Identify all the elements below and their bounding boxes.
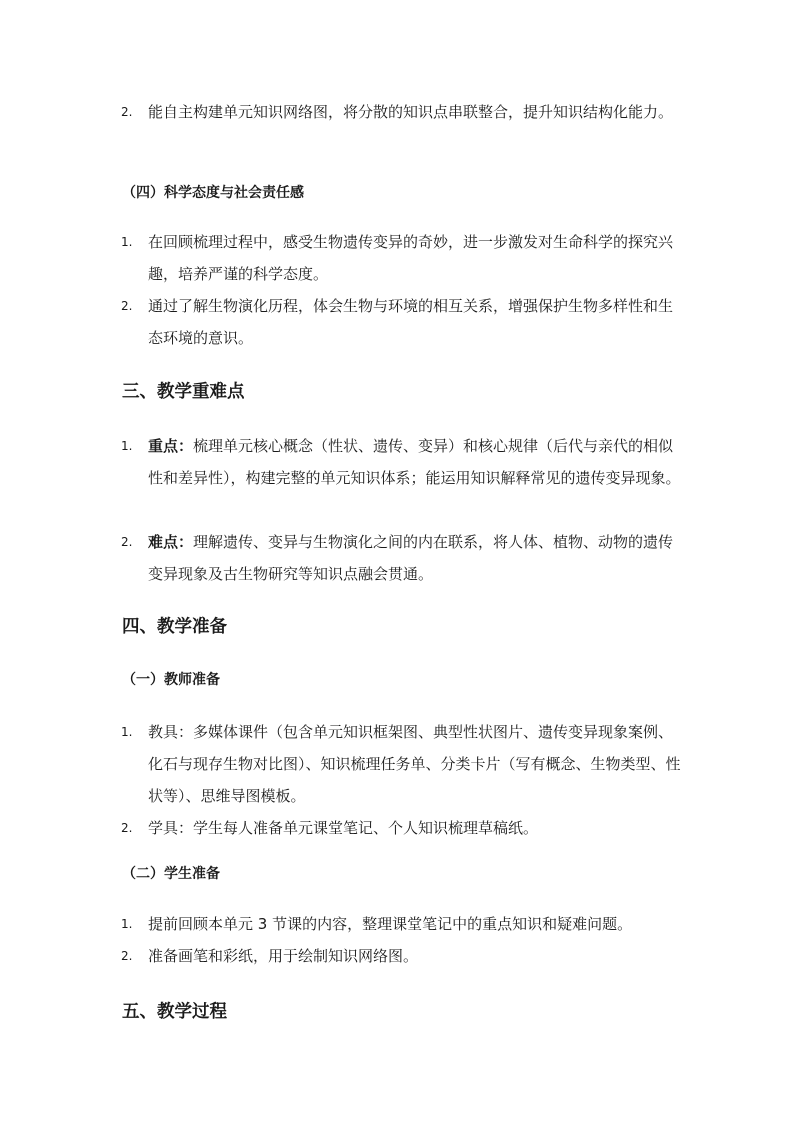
list-text: 提前回顾本单元 3 节课的内容，整理课堂笔记中的重点知识和疑难问题。 — [148, 915, 633, 933]
section-subheading: （四）科学态度与社会责任感 — [122, 185, 304, 201]
list-number: 1. — [121, 235, 133, 249]
section-subheading: （一）教师准备 — [122, 672, 220, 688]
list-item — [121, 908, 681, 940]
list-text: 通过了解生物演化历程，体会生物与环境的相互关系，增强保护生物多样性和生态环境的意识。 — [148, 297, 674, 347]
list-text: 教具：多媒体课件（包含单元知识框架图、典型性状图片、遗传变异现象案例、化石与现存生物对比图）、知识梳理任务单、分类卡片（写有概念、生物类型、性状等）、思维导图模板。 — [148, 723, 681, 805]
list-text: 学具：学生每人准备单元课堂笔记、个人知识梳理草稿纸。 — [148, 819, 539, 837]
section-heading: 五、教学过程 — [122, 1002, 227, 1022]
list-item — [121, 940, 681, 972]
list-item — [121, 430, 681, 494]
difficulty-text: 理解遗传、变异与生物演化之间的内在联系，将人体、植物、动物的遗传变异现象及古生物研究等知识点融会贯通。 — [148, 533, 674, 583]
section-heading: 四、教学准备 — [122, 617, 227, 637]
key-point-label: 重点： — [148, 437, 194, 455]
list-number: 2. — [121, 821, 133, 835]
key-point-text: 梳理单元核心概念（性状、遗传、变异）和核心规律（后代与亲代的相似性和差异性），构建完整的单元知识体系；能运用知识解释常见的遗传变异现象。 — [148, 437, 681, 487]
list-text: 准备画笔和彩纸，用于绘制知识网络图。 — [148, 947, 419, 965]
list-number: 1. — [121, 439, 133, 453]
difficulty-label: 难点： — [148, 533, 194, 551]
list-number: 2. — [121, 535, 133, 549]
section-heading: 三、教学重难点 — [122, 382, 245, 402]
list-item — [121, 526, 681, 590]
list-item — [121, 96, 681, 128]
list-item — [121, 290, 681, 354]
list-text — [148, 526, 681, 590]
list-text: 能自主构建单元知识网络图，将分散的知识点串联整合，提升知识结构化能力。 — [148, 103, 674, 121]
list-number: 1. — [121, 725, 133, 739]
list-number: 2. — [121, 949, 133, 963]
section-subheading: （二）学生准备 — [122, 866, 220, 882]
list-text: 在回顾梳理过程中，感受生物遗传变异的奇妙，进一步激发对生命科学的探究兴趣，培养严谨的科学态度。 — [148, 233, 674, 283]
list-number: 1. — [121, 917, 133, 931]
list-item — [121, 716, 681, 812]
list-number: 2. — [121, 105, 133, 119]
list-number: 2. — [121, 299, 133, 313]
list-item — [121, 226, 681, 290]
list-text — [148, 430, 681, 494]
list-item — [121, 812, 681, 844]
